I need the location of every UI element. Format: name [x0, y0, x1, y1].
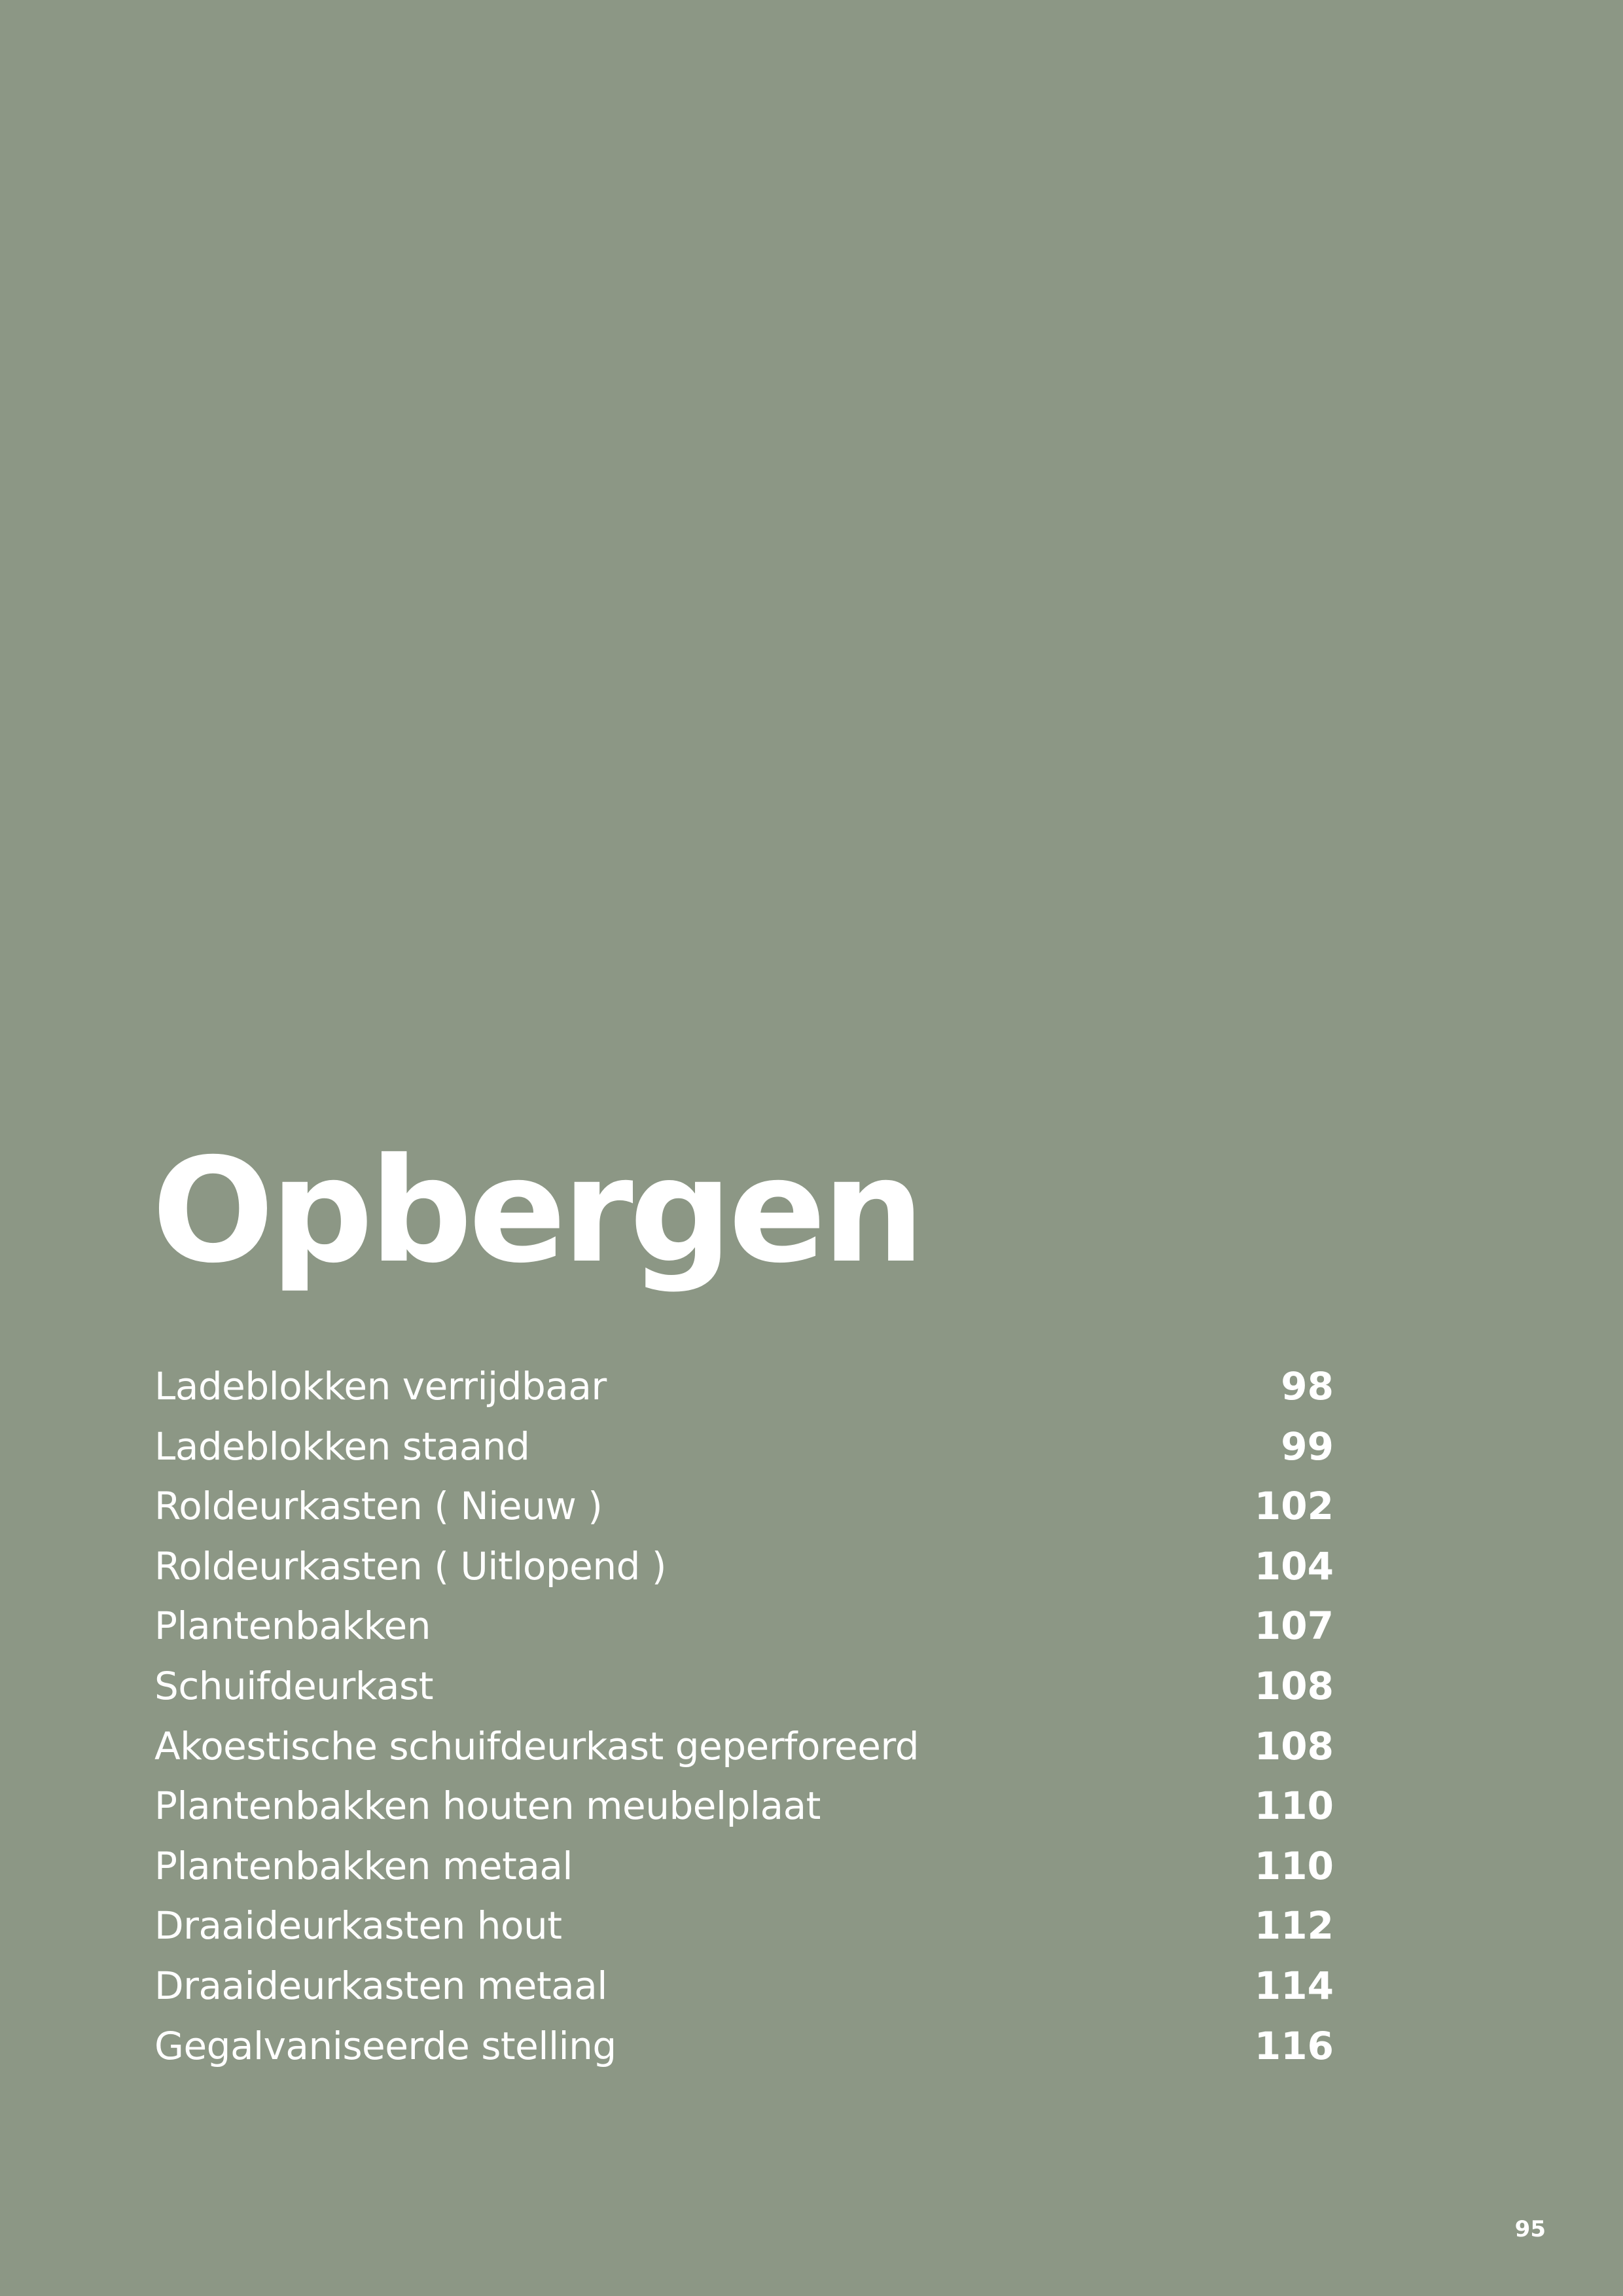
toc-entry-page: 114 [1254, 1963, 1334, 2008]
table-of-contents [154, 1357, 1334, 2076]
toc-entry-page: 107 [1254, 1604, 1334, 1649]
toc-entry-page: 108 [1254, 1663, 1334, 1708]
toc-entry[interactable] [154, 1537, 1334, 1597]
toc-entry[interactable] [154, 2017, 1334, 2077]
toc-entry[interactable] [154, 1837, 1334, 1897]
toc-entry[interactable] [154, 1776, 1334, 1837]
toc-entry-page: 108 [1254, 1723, 1334, 1768]
toc-entry-label: Roldeurkasten ( Uitlopend ) [154, 1543, 666, 1588]
toc-entry[interactable] [154, 1417, 1334, 1477]
toc-entry-page: 99 [1281, 1424, 1334, 1469]
toc-entry-label: Schuifdeurkast [154, 1663, 433, 1708]
toc-entry-label: Akoestische schuifdeurkast geperforeerd [154, 1723, 919, 1768]
toc-entry-label: Plantenbakken metaal [154, 1843, 573, 1888]
page-number: 95 [1514, 2216, 1546, 2242]
toc-entry-label: Ladeblokken staand [154, 1424, 530, 1469]
toc-entry[interactable] [154, 1357, 1334, 1417]
section-title: Opbergen [152, 1127, 921, 1295]
toc-entry-page: 110 [1254, 1843, 1334, 1888]
toc-entry-label: Roldeurkasten ( Nieuw ) [154, 1484, 603, 1529]
toc-entry-page: 98 [1281, 1364, 1334, 1408]
toc-entry[interactable] [154, 1477, 1334, 1537]
toc-entry-label: Draaideurkasten metaal [154, 1963, 607, 2008]
toc-entry-page: 102 [1254, 1484, 1334, 1529]
toc-entry[interactable] [154, 1717, 1334, 1777]
toc-entry[interactable] [154, 1596, 1334, 1657]
toc-entry[interactable] [154, 1956, 1334, 2017]
toc-entry-label: Plantenbakken [154, 1604, 431, 1649]
toc-entry-label: Plantenbakken houten meubelplaat [154, 1784, 821, 1829]
toc-entry-label: Draaideurkasten hout [154, 1903, 562, 1948]
toc-entry-page: 116 [1254, 2023, 1334, 2068]
toc-entry[interactable] [154, 1657, 1334, 1717]
toc-entry[interactable] [154, 1896, 1334, 1956]
toc-entry-label: Gegalvaniseerde stelling [154, 2023, 616, 2068]
toc-entry-label: Ladeblokken verrijdbaar [154, 1364, 607, 1408]
toc-entry-page: 112 [1254, 1903, 1334, 1948]
toc-entry-page: 110 [1254, 1784, 1334, 1829]
toc-entry-page: 104 [1254, 1543, 1334, 1588]
